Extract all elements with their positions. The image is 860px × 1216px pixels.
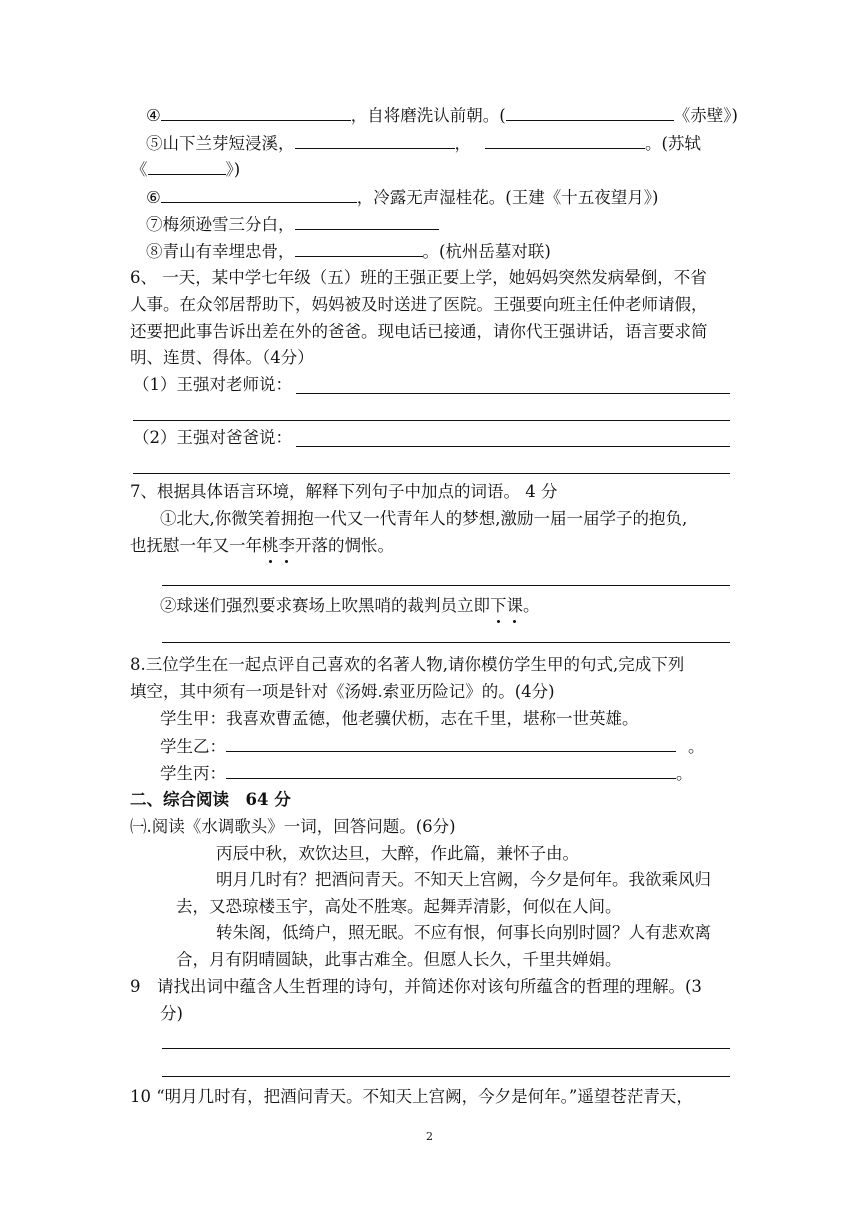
q6-text-4: 明、连贯、得体。（4分）: [130, 348, 314, 367]
dotted-char: 课: [506, 596, 523, 615]
blank-field[interactable]: [161, 186, 357, 203]
answer-line[interactable]: [133, 473, 730, 474]
blank-field[interactable]: [295, 213, 439, 230]
answer-line[interactable]: [296, 393, 730, 394]
blank-field[interactable]: [295, 240, 423, 257]
answer-line[interactable]: [162, 1076, 730, 1077]
q-intro: ㈠.阅读《水调歌头》一词，回答问题。(6分): [130, 817, 456, 836]
poem-para-2b: 合，月有阴晴圆缺，此事古难全。但愿人长久，千里共婵娟。: [176, 950, 622, 969]
section-heading: 二、综合阅读 64 分: [130, 790, 291, 809]
poem-line-5-cont: 《 》): [131, 160, 241, 179]
q7-sentence-1b: 也抚慰一年又一年桃李开落的惆怅。: [130, 536, 394, 555]
poem-line-6: ⑥ ，冷露无声湿桂花。(王建《十五夜望月》): [146, 188, 659, 207]
blank-field[interactable]: [226, 735, 676, 752]
dotted-char: 桃: [262, 536, 279, 555]
blank-field[interactable]: [485, 132, 645, 149]
dotted-char: 李: [278, 536, 295, 555]
blank-field[interactable]: [148, 158, 226, 175]
q9-text-2: 分): [160, 1004, 183, 1023]
answer-line[interactable]: [162, 585, 730, 586]
poem-para-2a: 转朱阁，低绮户，照无眠。不应有恨，何事长向别时圆？人有悲欢离: [216, 923, 711, 942]
student-jia: 学生甲：我喜欢曹孟德，他老骥伏枥，志在千里，堪称一世英雄。: [160, 709, 639, 728]
q8-text-1: 8.三位学生在一起点评自己喜欢的名著人物,请你模仿学生甲的句式,完成下列: [130, 655, 685, 674]
blank-field[interactable]: [161, 104, 351, 121]
q9-text-1: 9 请找出词中蕴含人生哲理的诗句，并简述你对该句所蕴含的哲理的理解。(3: [130, 977, 702, 996]
answer-line[interactable]: [133, 420, 730, 421]
poem-para-1a: 明月几时有？把酒问青天。不知天上宫阙，今夕是何年。我欲乘风归: [216, 870, 711, 889]
poem-line-7: ⑦梅须逊雪三分白，: [146, 213, 439, 236]
q10-text: 10 “明月几时有，把酒问青天。不知天上宫阙，今夕是何年。”遥望苍茫青天，: [130, 1087, 693, 1106]
answer-line[interactable]: [162, 642, 730, 643]
poem-line-5: ⑤山下兰芽短浸溪， ， 。(苏轼: [146, 134, 701, 153]
page-number: 2: [426, 1130, 433, 1143]
poem-line-4: ④ ，自将磨洗认前朝。( 《赤壁》): [146, 106, 738, 125]
q7-sentence-1a: ①北大,你微笑着拥抱一代又一代青年人的梦想,激励一届一届学子的抱负,: [160, 509, 688, 528]
student-bing: 学生丙： 。: [160, 764, 693, 783]
poem-line-8: ⑧青山有幸埋忠骨， 。(杭州岳墓对联): [146, 242, 551, 261]
blank-field[interactable]: [295, 132, 455, 149]
blank-field[interactable]: [506, 104, 674, 121]
answer-line[interactable]: [296, 446, 730, 447]
q6-text-1: 6、 一天，某中学七年级（五）班的王强正要上学，她妈妈突然发病晕倒，不省: [130, 268, 707, 287]
q7-sentence-2: ②球迷们强烈要求赛场上吹黑哨的裁判员立即下课。: [160, 596, 540, 615]
answer-line[interactable]: [162, 1048, 730, 1049]
poem-para-1b: 去，又恐琼楼玉宇，高处不胜寒。起舞弄清影，何似在人间。: [176, 897, 622, 916]
q6-dad-label: （2）王强对爸爸说：: [133, 428, 292, 447]
blank-field[interactable]: [226, 762, 676, 779]
poem-preface: 丙辰中秋，欢饮达旦，大醉，作此篇，兼怀子由。: [216, 844, 579, 863]
q7-title: 7、根据具体语言环境，解释下列句子中加点的词语。 4 分: [130, 482, 558, 501]
q6-teacher-label: （1）王强对老师说：: [133, 375, 292, 394]
q6-text-3: 还要把此事告诉出差在外的爸爸。现电话已接通，请你代王强讲话，语言要求简: [130, 322, 708, 341]
q8-text-2: 填空，其中须有一项是针对《汤姆.索亚历险记》的。(4分): [130, 682, 555, 701]
dotted-char: 下: [490, 596, 507, 615]
student-yi: 学生乙： 。: [160, 737, 705, 756]
q6-text-2: 人事。在众邻居帮助下，妈妈被及时送进了医院。王强要向班主任仲老师请假，: [130, 295, 708, 314]
item-number: ④: [146, 106, 161, 125]
